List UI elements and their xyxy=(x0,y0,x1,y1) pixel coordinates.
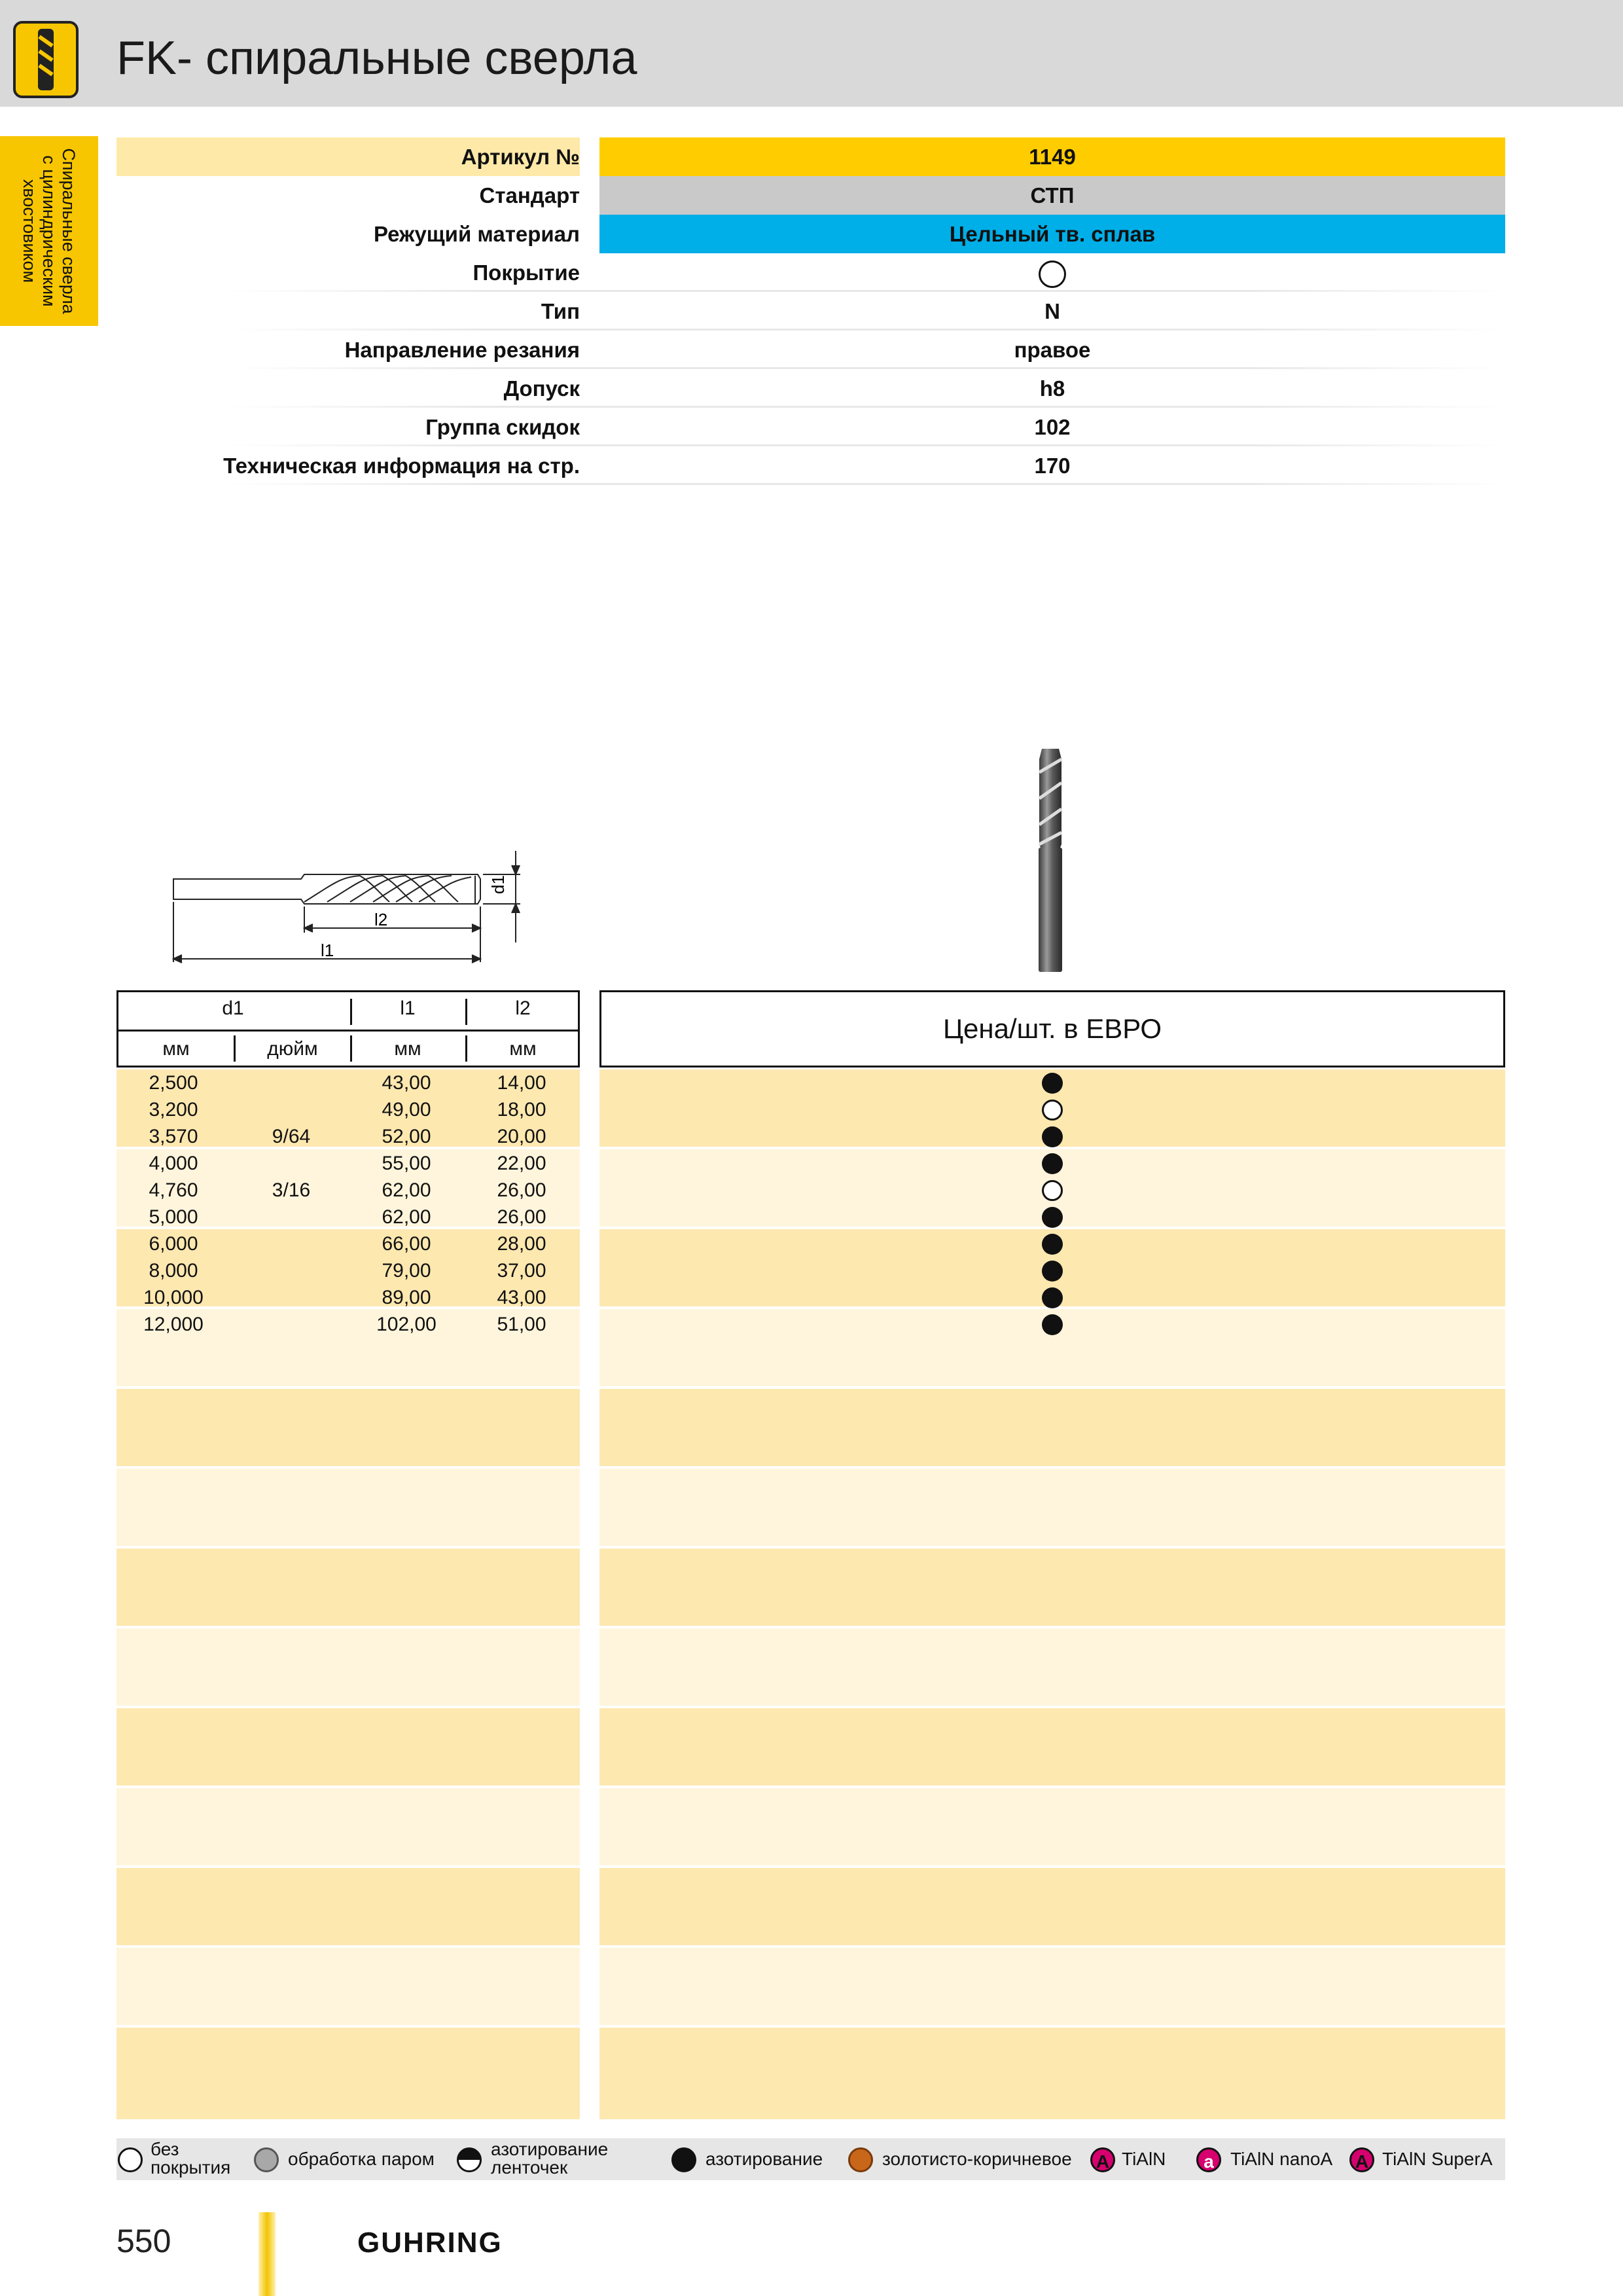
divider xyxy=(118,1030,578,1031)
legend-label: ленточек xyxy=(491,2157,568,2178)
spec-value: N xyxy=(1044,299,1060,323)
spec-value: правое xyxy=(1014,338,1091,362)
table-row[interactable] xyxy=(0,1150,1623,1177)
legend-label: золотисто-коричневое xyxy=(882,2149,1072,2169)
category-tab[interactable] xyxy=(0,136,98,326)
cell-d1-mm: 8,000 xyxy=(149,1260,198,1282)
spec-row-tolerance xyxy=(116,369,1505,408)
table-row[interactable] xyxy=(0,1069,1623,1096)
cell-l1: 62,00 xyxy=(382,1206,431,1228)
cell-l1: 43,00 xyxy=(382,1072,431,1094)
cell-l1: 66,00 xyxy=(382,1233,431,1255)
stock-full-icon xyxy=(1042,1073,1063,1094)
cell-d1-mm: 5,000 xyxy=(149,1206,198,1228)
cell-d1-mm: 3,570 xyxy=(149,1126,198,1147)
cell-l2: 26,00 xyxy=(497,1206,546,1228)
spec-row-coating xyxy=(116,253,1505,292)
table-row[interactable] xyxy=(0,1284,1623,1311)
supera-a-icon: A xyxy=(1349,2147,1374,2172)
spec-label: Покрытие xyxy=(473,260,580,285)
cell-d1-inch: 9/64 xyxy=(272,1126,311,1147)
cell-l1: 62,00 xyxy=(382,1179,431,1201)
stock-full-icon xyxy=(1042,1287,1063,1308)
spec-value[interactable]: 170 xyxy=(1034,454,1071,478)
stock-full-icon xyxy=(1042,1126,1063,1147)
spec-label: Допуск xyxy=(503,376,580,401)
unit-mm: мм xyxy=(162,1038,190,1060)
spec-label: Техническая информация на стр. xyxy=(223,454,580,478)
coating-legend xyxy=(116,2138,1505,2180)
legend-label: TiAlN nanoA xyxy=(1230,2149,1333,2169)
spec-row-standard xyxy=(116,176,1505,215)
spec-value: 1149 xyxy=(599,137,1505,176)
filled-circle-icon xyxy=(671,2147,696,2172)
col-l1: l1 xyxy=(400,997,416,1019)
spec-label: Тип xyxy=(541,299,580,323)
spec-value xyxy=(599,253,1505,292)
cell-l2: 28,00 xyxy=(497,1233,546,1255)
page-header xyxy=(0,0,1623,107)
legend-label: TiAlN xyxy=(1122,2149,1166,2169)
spec-value: 102 xyxy=(1034,415,1071,439)
cell-l2: 51,00 xyxy=(497,1314,546,1335)
stock-full-icon xyxy=(1042,1153,1063,1174)
spec-value: h8 xyxy=(1039,376,1065,401)
l2-label: l2 xyxy=(374,910,388,929)
steam-circle-icon xyxy=(254,2147,279,2172)
drill-image xyxy=(1021,746,1080,975)
dimensions-header xyxy=(116,990,580,1067)
col-d1: d1 xyxy=(222,997,244,1019)
cell-l2: 18,00 xyxy=(497,1099,546,1121)
l1-label: l1 xyxy=(321,941,334,960)
divider xyxy=(228,483,1504,485)
legend-label: без xyxy=(151,2139,179,2159)
legend-label: азотирование xyxy=(705,2149,823,2169)
cell-l1: 49,00 xyxy=(382,1099,431,1121)
table-row[interactable] xyxy=(0,1230,1623,1257)
drill-icon xyxy=(13,21,79,98)
stock-full-icon xyxy=(1042,1261,1063,1282)
category-tab-label: Спиральные сверла с цилиндрическим хвостовиком xyxy=(20,148,79,314)
spec-row-techinfo xyxy=(116,446,1505,485)
stock-full-icon xyxy=(1042,1207,1063,1228)
stock-full-icon xyxy=(1042,1314,1063,1335)
spec-row-discount xyxy=(116,408,1505,446)
spec-row-direction xyxy=(116,331,1505,369)
spec-label: Режущий материал xyxy=(373,222,580,246)
spec-label: Артикул № xyxy=(116,137,580,176)
cell-l2: 37,00 xyxy=(497,1260,546,1282)
cell-d1-mm: 10,000 xyxy=(143,1287,204,1308)
cell-d1-mm: 3,200 xyxy=(149,1099,198,1121)
spec-label: Группа скидок xyxy=(425,415,580,439)
unit-l2: мм xyxy=(509,1038,537,1060)
table-row[interactable] xyxy=(0,1257,1623,1284)
d1-label: d1 xyxy=(488,875,508,894)
cell-d1-mm: 12,000 xyxy=(143,1314,204,1335)
cell-l2: 22,00 xyxy=(497,1153,546,1174)
cell-l1: 55,00 xyxy=(382,1153,431,1174)
half-filled-circle-icon xyxy=(457,2147,482,2172)
table-row[interactable] xyxy=(0,1096,1623,1123)
cell-l2: 20,00 xyxy=(497,1126,546,1147)
table-row[interactable] xyxy=(0,1123,1623,1150)
drill-technical-drawing xyxy=(164,844,537,975)
spec-row-material xyxy=(116,215,1505,253)
nano-a-icon: a xyxy=(1196,2147,1221,2172)
cell-l1: 79,00 xyxy=(382,1260,431,1282)
cell-l2: 14,00 xyxy=(497,1072,546,1094)
cell-d1-mm: 4,760 xyxy=(149,1179,198,1201)
footer-stripe xyxy=(259,2212,276,2296)
spec-value: СТП xyxy=(599,176,1505,215)
spec-label: Стандарт xyxy=(479,183,580,207)
unit-l1: мм xyxy=(394,1038,421,1060)
stock-partial-icon xyxy=(1042,1100,1063,1121)
spec-label: Направление резания xyxy=(344,338,580,362)
legend-label: TiAlN SuperA xyxy=(1382,2149,1493,2169)
stock-partial-icon xyxy=(1042,1180,1063,1201)
page-number: 550 xyxy=(116,2223,171,2259)
cell-l2: 26,00 xyxy=(497,1179,546,1201)
table-row[interactable] xyxy=(0,1204,1623,1230)
col-l2: l2 xyxy=(515,997,531,1019)
cell-l1: 102,00 xyxy=(376,1314,437,1335)
spec-value: Цельный тв. сплав xyxy=(599,215,1505,253)
price-header: Цена/шт. в ЕВРО xyxy=(599,990,1505,1067)
cell-l1: 89,00 xyxy=(382,1287,431,1308)
gold-circle-icon xyxy=(848,2147,873,2172)
table-row[interactable] xyxy=(0,1311,1623,1338)
cell-d1-mm: 2,500 xyxy=(149,1072,198,1094)
tialn-a-icon: A xyxy=(1090,2147,1115,2172)
stock-full-icon xyxy=(1042,1234,1063,1255)
cell-d1-mm: 4,000 xyxy=(149,1153,198,1174)
uncoated-circle-icon xyxy=(1039,260,1066,288)
table-row[interactable] xyxy=(0,1177,1623,1204)
spec-row-article xyxy=(116,137,1505,176)
legend-label: азотирование xyxy=(491,2139,609,2159)
cell-l2: 43,00 xyxy=(497,1287,546,1308)
cell-d1-inch: 3/16 xyxy=(272,1179,311,1201)
unit-inch: дюйм xyxy=(267,1038,318,1060)
uncoated-circle-icon xyxy=(118,2147,143,2172)
cell-d1-mm: 6,000 xyxy=(149,1233,198,1255)
spec-row-type xyxy=(116,292,1505,331)
legend-label: покрытия xyxy=(151,2157,231,2178)
cell-l1: 52,00 xyxy=(382,1126,431,1147)
legend-label: обработка паром xyxy=(288,2149,435,2169)
brand-logo: GUHRING xyxy=(357,2227,503,2259)
page-title: FK- спиральные сверла xyxy=(116,32,637,84)
